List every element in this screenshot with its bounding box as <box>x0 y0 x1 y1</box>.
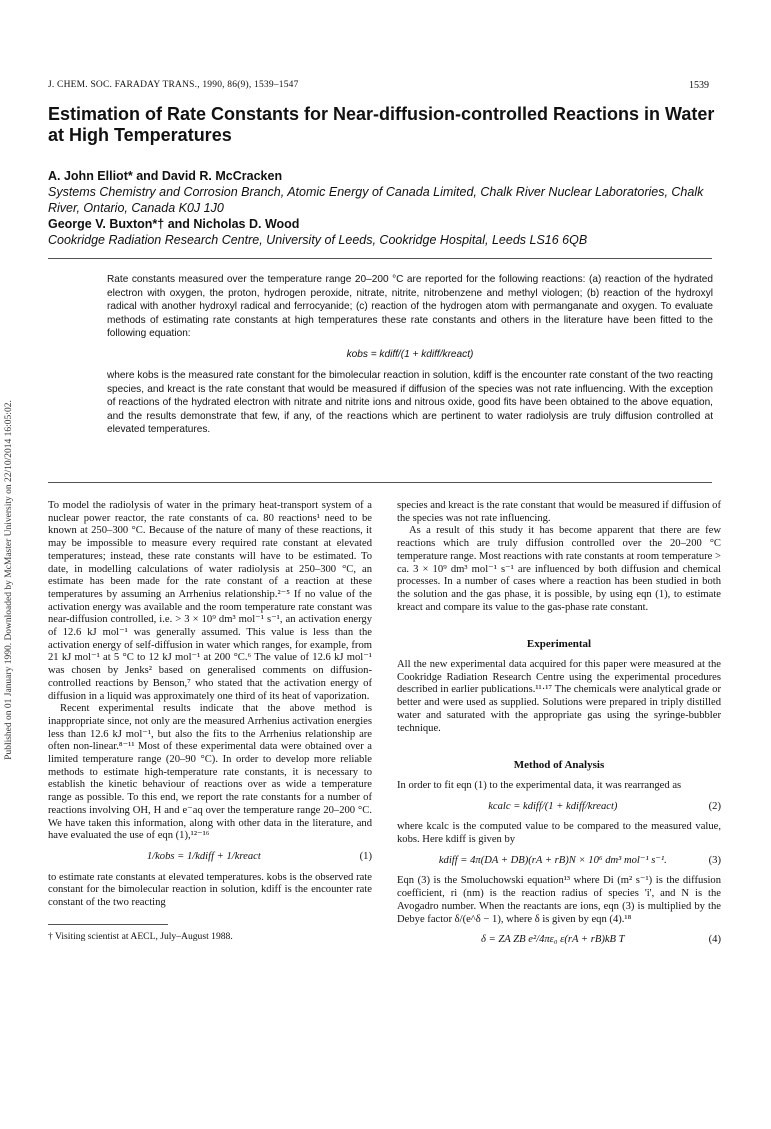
footnote: † Visiting scientist at AECL, July–August 1988. <box>48 930 233 942</box>
analysis-paragraph-3: Eqn (3) is the Smoluchowski equation¹³ where Di (m² s⁻¹) is the diffusion coefficient, ri (nm) is the reaction radius of species 'i', and N is the Avogadro number. When the reactants are ions, eqn (3) is multiplied by the Debye factor δ/(e^δ − 1), where δ is given by eqn (4).¹⁸ <box>397 875 721 925</box>
author-block <box>48 168 728 248</box>
equation-4-text: δ = ZA ZB e²/4πε₀ ε(rA + rB)kB T <box>481 934 625 946</box>
abstract-equation: kobs = kdiff/(1 + kdiff/kreact) <box>346 348 474 360</box>
footnote-divider <box>48 924 168 925</box>
analysis-paragraph-2: where kcalc is the computed value to be compared to the measured value, kobs. Here kdiff is given by <box>397 821 721 846</box>
divider-bottom <box>48 482 712 483</box>
experimental-paragraph: All the new experimental data acquired for this paper were measured at the Cookridge Radiation Research Centre using the experimental procedures described in earlier publications.¹¹·¹⁷ The chemicals were analytical grade or better and were used as supplied. Solutions were prepared in triply distilled water and saturated with the appropriate gas using the syringe-bubbler technique. <box>397 659 721 734</box>
equation-1-number: (1) <box>359 850 372 862</box>
running-head: J. CHEM. SOC. FARADAY TRANS., 1990, 86(9), 1539–1547 <box>48 80 299 90</box>
download-watermark <box>2 260 16 900</box>
equation-3 <box>397 855 721 868</box>
equation-4 <box>397 934 721 947</box>
equation-4-number: (4) <box>708 934 721 946</box>
analysis-paragraph-1: In order to fit eqn (1) to the experimental data, it was rearranged as <box>397 779 682 791</box>
author-names-2: George V. Buxton*† and Nicholas D. Wood <box>48 217 300 231</box>
left-column <box>48 500 372 944</box>
equation-1-text: 1/kobs = 1/kdiff + 1/kreact <box>146 850 261 862</box>
right-column <box>397 500 721 955</box>
equation-2-text: kcalc = kdiff/(1 + kdiff/kreact) <box>488 800 618 812</box>
abstract <box>107 273 713 437</box>
intro-paragraph-1: To model the radiolysis of water in the primary heat-transport system of a nuclear power reactor, the rate constants of ca. 80 reactions¹ need to be known at 250–300 °C. Because of the nature of many of these reactions, it may be impossible to measure every required rate constant at elevated temperatures; instead, these rate constants will have to be estimated. To date, in modelling calculations of water radiolysis at 250–300 °C, an estimate has been made for the rate constant of a reaction at these temperatures by assuming an Arrhenius relationship.²⁻⁵ If no value of the activation energy was available and the room temperature rate constant was near-diffusion controlled, i.e. > 3 × 10⁹ dm³ mol⁻¹ s⁻¹, an activation energy of 12.6 kJ mol⁻¹ was generally assumed. This value is less than the activation energy of self-diffusion in water which ranges, for example, from 21 kJ mol⁻¹ at 5 °C to 12 kJ mol⁻¹ at 200 °C.⁶ The value of 12.6 kJ mol⁻¹ was chosen by Jenks² based on generalised comments on diffusion-controlled reactions by Benson,⁷ who stated that the activation energy of diffusion in a liquid was approximately one third of its heat of vaporization. <box>48 500 372 702</box>
intro-paragraph-2: Recent experimental results indicate that the above method is inappropriate since, not only are the measured Arrhenius activation energies less than 12.6 kJ mol⁻¹, but also the fits to the Arrhenius relationship are often non-linear.⁸⁻¹¹ Most of these experimental data were obtained over a limited temperature range (20–90 °C). In order to develop more reliable methods to estimate high-temperature rate constants, it is necessary to establish the kinetic behaviour of reactions over as wide a temperature range as possible. To this end, we report the rate constants for a number of reactions involving OH, H and e⁻aq over the temperature range 20–200 °C. We have taken this information, along with other data in the literature, and have evaluated the use of eqn (1),¹²⁻¹⁶ <box>48 703 372 842</box>
abstract-paragraph-1: Rate constants measured over the temperature range 20–200 °C are reported for the following reactions: (a) reaction of the hydrated electron with oxygen, the proton, hydrogen peroxide, nitrate, nitrite, nitrobenzene and methyl viologen; (b) reaction of the hydroxyl radical with another hydroxyl radical and ferrocyanide; (c) reaction of the hydrogen atom with permanganate and oxygen. To evaluate methods of estimating rate constants at high temperatures these rate constants and others in the literature have been fitted to the following equation: <box>107 274 713 339</box>
intro-paragraph-3: to estimate rate constants at elevated temperatures. kobs is the observed rate constant for the bimolecular reaction in solution, kdiff is the encounter rate constant of the two reacting <box>48 871 372 909</box>
equation-3-text: kdiff = 4π(DA + DB)(rA + rB)N × 10⁶ dm³ mol⁻¹ s⁻¹. <box>438 854 667 866</box>
download-note: Published on 01 January 1990. Downloaded by McMaster University on 22/10/2014 16:05:02. <box>4 400 14 760</box>
abstract-paragraph-2: where kobs is the measured rate constant for the bimolecular reaction in solution, kdiff is the encounter rate constant of the two reacting species, and kreact is the rate constant that would be measured if diffusion of the species was not rate influencing. With the exception of reactions of the hydrated electron with nitrate and nitrite ions and nitrous oxide, good fits have been obtained to the above equation, and the results demonstrate that few, if any, of the reactions which are pertinent to water radiolysis are truly diffusion controlled at elevated temperatures. <box>107 370 713 435</box>
author-names-1: A. John Elliot* and David R. McCracken <box>48 169 283 183</box>
right-paragraph-1: species and kreact is the rate constant that would be measured if diffusion of the species was not rate influencing. <box>397 500 721 524</box>
page-number: 1539 <box>689 80 709 91</box>
equation-1 <box>48 851 372 864</box>
affiliation-1: Systems Chemistry and Corrosion Branch, Atomic Energy of Canada Limited, Chalk River Nuclear Laboratories, Chalk River, Ontario, Canada K0J 1J0 <box>48 185 704 215</box>
equation-2-number: (2) <box>708 800 721 812</box>
divider-top <box>48 258 712 259</box>
right-paragraph-2: As a result of this study it has become apparent that there are few reactions which are truly diffusion controlled over the 20–200 °C temperature range. Most reactions with rate constants at room temperature > ca. 3 × 10⁹ dm³ mol⁻¹ s⁻¹ are influenced by both diffusion and chemical processes. In a number of cases where a reaction has been studied in both the solution and the gas phase, it is possible, by using eqn (1), to estimate kreact and compare its value to the gas-phase rate constant. <box>397 525 721 613</box>
article-title: Estimation of Rate Constants for Near-diffusion-controlled Reactions in Water at High Temperatures <box>48 104 715 145</box>
experimental-heading: Experimental <box>526 638 592 651</box>
equation-3-number: (3) <box>708 854 721 866</box>
affiliation-2: Cookridge Radiation Research Centre, University of Leeds, Cookridge Hospital, Leeds LS16 6QB <box>48 233 588 247</box>
equation-2 <box>397 801 721 814</box>
analysis-heading: Method of Analysis <box>513 759 605 772</box>
